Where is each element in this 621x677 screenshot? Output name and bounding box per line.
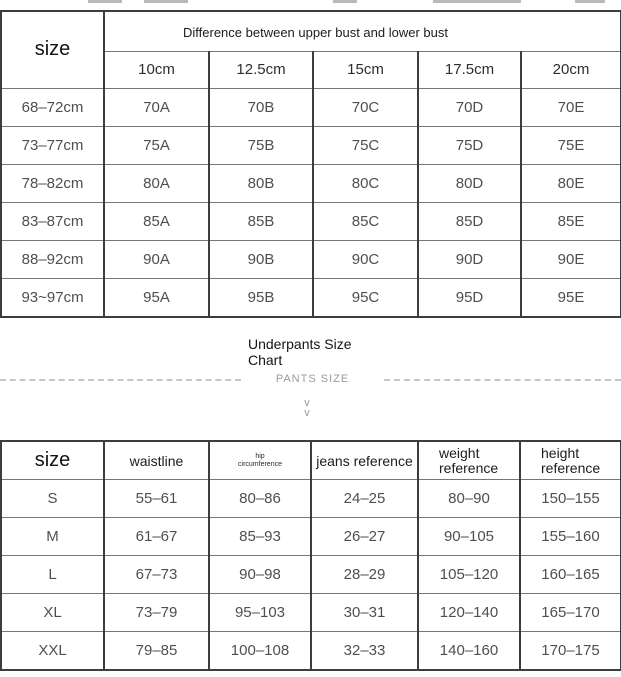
underpants-section-header bbox=[0, 312, 621, 440]
cell: 90C bbox=[313, 240, 418, 278]
cell: 90D bbox=[418, 240, 521, 278]
cell: 155–160 bbox=[520, 518, 621, 556]
row-label: 78–82cm bbox=[1, 164, 104, 202]
table-row bbox=[1, 278, 621, 317]
cell: 61–67 bbox=[104, 518, 209, 556]
cell: 95A bbox=[104, 278, 209, 317]
cell: 80–86 bbox=[209, 480, 311, 518]
dashed-divider-left bbox=[0, 379, 241, 381]
crop-artifact bbox=[433, 0, 521, 3]
table-row bbox=[1, 594, 621, 632]
cell: 32–33 bbox=[311, 632, 418, 671]
row-label: S bbox=[1, 480, 104, 518]
cell: 80E bbox=[521, 164, 621, 202]
cell: 75B bbox=[209, 126, 313, 164]
hip-header-line2: circumference bbox=[238, 460, 282, 468]
height-header-line1: height bbox=[541, 444, 580, 461]
chevron-glyph: v bbox=[304, 397, 310, 409]
cell: 85E bbox=[521, 202, 621, 240]
crop-artifact bbox=[333, 0, 357, 3]
col-header-17-5cm: 17.5cm bbox=[418, 51, 521, 88]
cell: 70A bbox=[104, 88, 209, 126]
chevron-glyph: v bbox=[304, 407, 310, 419]
cell: 85D bbox=[418, 202, 521, 240]
col-header-waistline: waistline bbox=[104, 441, 209, 480]
cell: 55–61 bbox=[104, 480, 209, 518]
bra-size-table bbox=[0, 10, 621, 318]
cell: 30–31 bbox=[311, 594, 418, 632]
cell: 95B bbox=[209, 278, 313, 317]
col-header-15cm: 15cm bbox=[313, 51, 418, 88]
cell: 120–140 bbox=[418, 594, 520, 632]
cell: 90B bbox=[209, 240, 313, 278]
cell: 100–108 bbox=[209, 632, 311, 671]
table-row bbox=[1, 88, 621, 126]
row-label: 83–87cm bbox=[1, 202, 104, 240]
cell: 73–79 bbox=[104, 594, 209, 632]
cell: 95–103 bbox=[209, 594, 311, 632]
cell: 90E bbox=[521, 240, 621, 278]
underpants-title: Underpants Size Chart bbox=[248, 336, 352, 368]
cell: 75E bbox=[521, 126, 621, 164]
cell: 85–93 bbox=[209, 518, 311, 556]
cell: 95E bbox=[521, 278, 621, 317]
cell: 95C bbox=[313, 278, 418, 317]
row-label: 68–72cm bbox=[1, 88, 104, 126]
cell: 90–98 bbox=[209, 556, 311, 594]
cell: 170–175 bbox=[520, 632, 621, 671]
row-label: 73–77cm bbox=[1, 126, 104, 164]
cell: 160–165 bbox=[520, 556, 621, 594]
cell: 75A bbox=[104, 126, 209, 164]
table-row bbox=[1, 518, 621, 556]
cell: 80–90 bbox=[418, 480, 520, 518]
col-header-20cm: 20cm bbox=[521, 51, 621, 88]
cell: 85C bbox=[313, 202, 418, 240]
height-header-line2: reference bbox=[541, 459, 601, 476]
table-row bbox=[1, 556, 621, 594]
cell: 79–85 bbox=[104, 632, 209, 671]
col-header-hip-circumference bbox=[209, 441, 311, 480]
pants-size-label: PANTS SIZE bbox=[275, 373, 350, 385]
weight-header-line1: weight bbox=[439, 444, 480, 461]
cell: 80C bbox=[313, 164, 418, 202]
cell: 24–25 bbox=[311, 480, 418, 518]
cell: 80B bbox=[209, 164, 313, 202]
crop-artifact bbox=[144, 0, 188, 3]
crop-artifact bbox=[88, 0, 122, 3]
bra-header-row-1 bbox=[1, 11, 621, 51]
cell: 105–120 bbox=[418, 556, 520, 594]
cell: 90A bbox=[104, 240, 209, 278]
row-label: 88–92cm bbox=[1, 240, 104, 278]
cell: 70B bbox=[209, 88, 313, 126]
underpants-size-table bbox=[0, 440, 621, 671]
row-label: XL bbox=[1, 594, 104, 632]
cell: 70C bbox=[313, 88, 418, 126]
col-header-jeans-reference: jeans reference bbox=[311, 441, 418, 480]
hip-header-line1: hip bbox=[255, 452, 265, 460]
table-row bbox=[1, 632, 621, 671]
cell: 150–155 bbox=[520, 480, 621, 518]
cell: 67–73 bbox=[104, 556, 209, 594]
cell: 80A bbox=[104, 164, 209, 202]
pants-size-corner-label: size bbox=[1, 441, 104, 480]
cell: 28–29 bbox=[311, 556, 418, 594]
table-row bbox=[1, 164, 621, 202]
cell: 75D bbox=[418, 126, 521, 164]
row-label: L bbox=[1, 556, 104, 594]
cell: 95D bbox=[418, 278, 521, 317]
row-label: XXL bbox=[1, 632, 104, 671]
cell: 80D bbox=[418, 164, 521, 202]
dashed-divider-right bbox=[384, 379, 621, 381]
cell: 90–105 bbox=[418, 518, 520, 556]
col-header-12-5cm: 12.5cm bbox=[209, 51, 313, 88]
cell: 70D bbox=[418, 88, 521, 126]
bra-size-corner-label: size bbox=[1, 11, 104, 88]
chevron-down-icon bbox=[297, 398, 317, 418]
cell: 140–160 bbox=[418, 632, 520, 671]
col-header-10cm: 10cm bbox=[104, 51, 209, 88]
col-header-weight-reference bbox=[418, 441, 520, 480]
bra-merged-header-text: Difference between upper bust and lower bust bbox=[183, 25, 448, 41]
cell: 70E bbox=[521, 88, 621, 126]
table-row bbox=[1, 240, 621, 278]
row-label: M bbox=[1, 518, 104, 556]
cell: 26–27 bbox=[311, 518, 418, 556]
pants-header-row bbox=[1, 441, 621, 480]
bra-merged-header-cell bbox=[104, 11, 621, 51]
table-row bbox=[1, 480, 621, 518]
row-label: 93~97cm bbox=[1, 278, 104, 317]
table-row bbox=[1, 126, 621, 164]
crop-artifact bbox=[575, 0, 605, 3]
cell: 85B bbox=[209, 202, 313, 240]
cell: 85A bbox=[104, 202, 209, 240]
table-row bbox=[1, 202, 621, 240]
col-header-height-reference bbox=[520, 441, 621, 480]
cell: 75C bbox=[313, 126, 418, 164]
cell: 165–170 bbox=[520, 594, 621, 632]
weight-header-line2: reference bbox=[439, 459, 499, 476]
